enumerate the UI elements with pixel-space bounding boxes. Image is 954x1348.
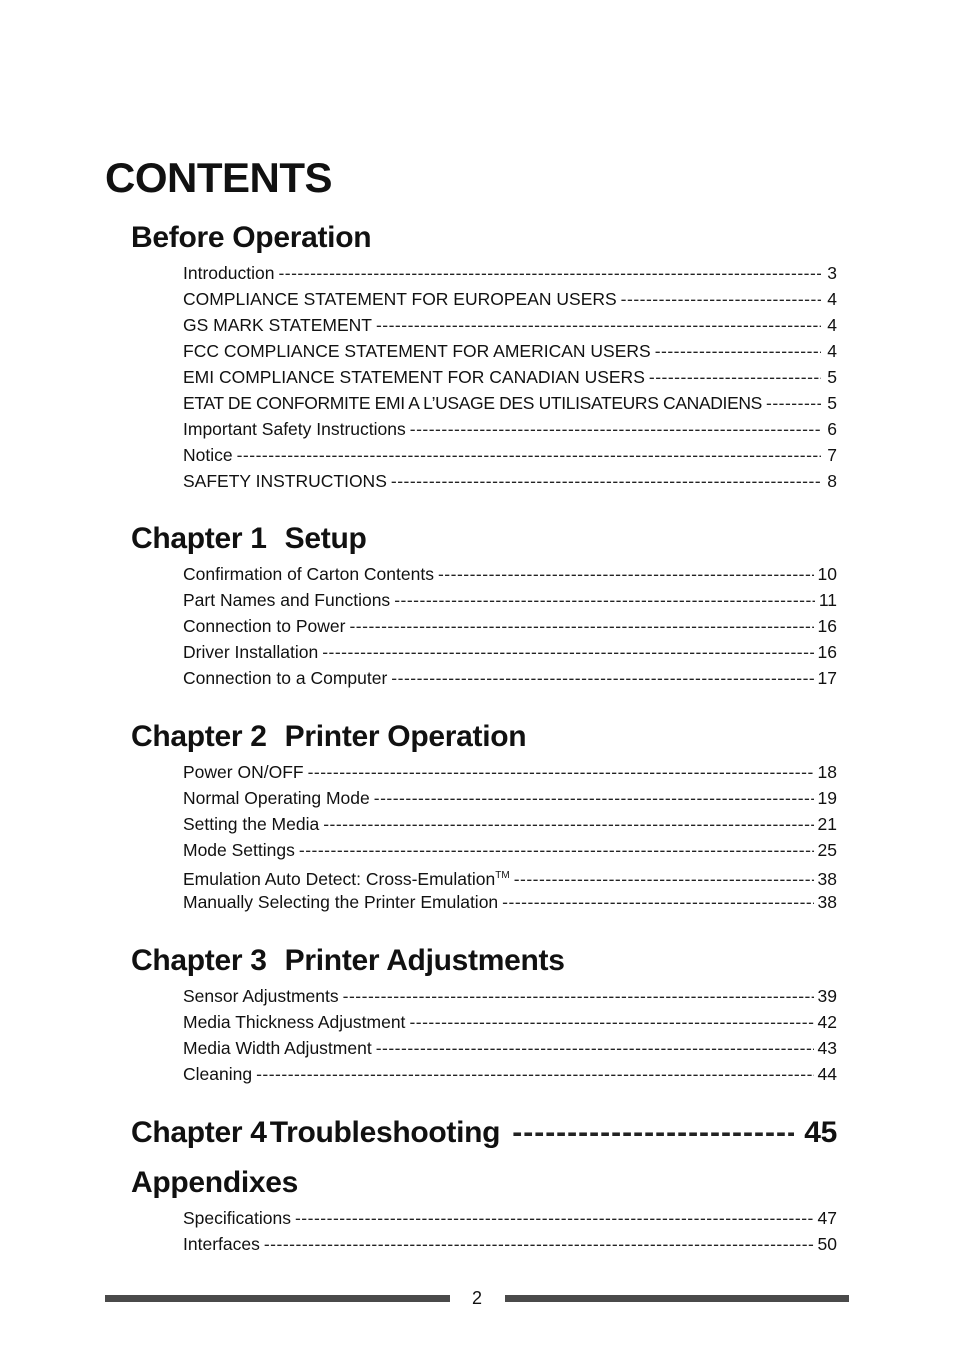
toc-entry-label: Manually Selecting the Printer Emulation [183,892,499,912]
dot-leader [256,1061,813,1087]
toc-entry[interactable] [183,785,837,811]
section-chapter-2 [131,717,837,915]
footer-rule-left [105,1295,450,1302]
dot-leader [655,338,821,364]
chapter-number: Chapter 4 [131,1116,267,1149]
section-chapter-3 [131,941,837,1087]
toc-entry-page: 39 [817,986,837,1006]
dot-leader [278,260,821,286]
page-title: CONTENTS [105,154,332,201]
toc-entry-text: Emulation Auto Detect: Cross-Emulation [183,868,496,889]
dot-leader [649,364,821,390]
toc-entry-page: 43 [817,1038,837,1058]
toc-entry[interactable] [183,613,837,639]
toc-entry-page: 11 [818,590,837,610]
dot-leader [391,468,821,494]
section-page: 45 [804,1116,837,1149]
dot-leader [766,390,821,416]
dot-leader [410,416,821,442]
toc-entry[interactable] [183,759,837,785]
toc-entry-label: Power ON/OFF [183,762,304,782]
toc-entry-page: 7 [827,445,837,465]
toc-entry-page: 25 [817,840,837,860]
footer-rule-right [505,1295,849,1302]
dot-leader [514,866,814,892]
dot-leader [391,665,813,691]
section-title: Setup [284,522,367,555]
toc-entry[interactable] [183,889,837,915]
toc-entry-page: 38 [817,892,837,912]
dot-leader [295,1205,814,1231]
toc-entry[interactable] [183,665,837,691]
dot-leader [308,759,814,785]
toc-entry[interactable] [183,1231,837,1257]
toc-entry[interactable] [183,983,837,1009]
toc-entry[interactable] [183,1009,837,1035]
toc-entry-label: GS MARK STATEMENT [183,315,372,335]
toc-entry[interactable] [183,1205,837,1231]
chapter-number: Chapter 3 [131,944,267,977]
section-heading [131,1113,837,1153]
dot-leader [374,785,814,811]
toc-entry-page: 4 [827,341,837,361]
section-appendixes [131,1163,837,1257]
dot-leader [376,312,821,338]
toc-entry-page: 16 [817,642,837,662]
toc-entry-label: Media Thickness Adjustment [183,1012,406,1032]
toc-entry-page: 8 [827,471,837,491]
dot-leader [512,1113,794,1153]
toc-entry-label: SAFETY INSTRUCTIONS [183,471,387,491]
section-before-operation [131,218,837,494]
toc-entry[interactable] [183,286,837,312]
toc-entry[interactable] [183,1035,837,1061]
toc-entry[interactable] [183,260,837,286]
dot-leader [376,1035,814,1061]
toc-entry-page: 44 [817,1064,837,1084]
toc-entry-page: 4 [827,289,837,309]
toc-entry-label: FCC COMPLIANCE STATEMENT FOR AMERICAN USERS [183,341,651,361]
dot-leader [343,983,814,1009]
toc-entry[interactable] [183,639,837,665]
section-heading [131,717,837,757]
toc-entry-label: Normal Operating Mode [183,788,370,808]
section-heading [131,1163,837,1203]
toc-entry-label: Mode Settings [183,840,295,860]
toc-entry[interactable] [183,587,837,613]
toc-entry-page: 16 [817,616,837,636]
toc-entry-page: 21 [817,814,837,834]
section-chapter-4[interactable] [131,1113,837,1153]
dot-leader [409,1009,813,1035]
toc-entry-label: Driver Installation [183,642,319,662]
dot-leader [323,811,813,837]
toc-entry[interactable] [183,561,837,587]
toc-entry[interactable] [183,811,837,837]
toc-entry-page: 47 [817,1208,837,1228]
toc-entry-page: 42 [817,1012,837,1032]
toc-entry-label [183,863,510,892]
toc-entry-page: 50 [817,1234,837,1254]
toc-entry-label: Setting the Media [183,814,320,834]
toc-entry-label: Media Width Adjustment [183,1038,372,1058]
toc-entry-label: Part Names and Functions [183,590,391,610]
toc-entry-label: Notice [183,445,233,465]
toc-entry-page: 6 [827,419,837,439]
toc-entry[interactable] [183,338,837,364]
dot-leader [299,837,814,863]
dot-leader [438,561,814,587]
toc-entry-page: 3 [827,263,837,283]
toc-entry-label: Sensor Adjustments [183,986,339,1006]
toc-entry[interactable] [183,364,837,390]
section-title: Printer Adjustments [284,944,565,977]
chapter-number: Chapter 1 [131,522,267,555]
section-title: Before Operation [131,221,372,254]
dot-leader [264,1231,814,1257]
section-title: Appendixes [131,1166,299,1199]
section-heading [131,218,837,258]
toc-entry-label: ETAT DE CONFORMITE EMI A L’USAGE DES UTILISATEURS CANADIENS [183,393,762,413]
toc-entry[interactable] [183,863,837,889]
section-heading [131,519,837,559]
section-title: Troubleshooting [269,1116,501,1149]
dot-leader [621,286,821,312]
toc-entry-label: EMI COMPLIANCE STATEMENT FOR CANADIAN USERS [183,367,645,387]
toc-entry-page: 4 [827,315,837,335]
toc-entry-page: 5 [827,367,837,387]
toc-entry-label: COMPLIANCE STATEMENT FOR EUROPEAN USERS [183,289,617,309]
dot-leader [502,889,813,915]
toc-entry[interactable] [183,442,837,468]
toc-entry[interactable] [183,1061,837,1087]
toc-entry[interactable] [183,312,837,338]
toc-entry-label: Interfaces [183,1234,260,1254]
dot-leader [349,613,813,639]
toc-entry[interactable] [183,468,837,494]
page-number: 2 [471,1288,482,1308]
dot-leader [237,442,821,468]
toc-entry-label: Introduction [183,263,275,283]
toc-entry[interactable] [183,837,837,863]
toc-entry-label: Specifications [183,1208,291,1228]
toc-entry[interactable] [183,416,837,442]
toc-entry[interactable] [183,390,837,416]
section-heading [131,941,837,981]
toc-entry-label: Confirmation of Carton Contents [183,564,434,584]
toc-entry-label: Cleaning [183,1064,253,1084]
section-title: Printer Operation [284,720,527,753]
chapter-number: Chapter 2 [131,720,267,753]
trademark-superscript: TM [495,870,510,881]
toc-entry-page: 38 [817,868,837,889]
section-chapter-1 [131,519,837,691]
toc-entry-label: Connection to a Computer [183,668,388,688]
toc-entry-page: 17 [817,668,837,688]
dot-leader [322,639,813,665]
toc-entry-label: Connection to Power [183,616,346,636]
toc-entry-page: 10 [817,564,837,584]
dot-leader [394,587,815,613]
toc-entry-page: 19 [817,788,837,808]
toc-entry-page: 18 [817,762,837,782]
toc-entry-label: Important Safety Instructions [183,419,406,439]
toc-entry-page: 5 [827,393,837,413]
